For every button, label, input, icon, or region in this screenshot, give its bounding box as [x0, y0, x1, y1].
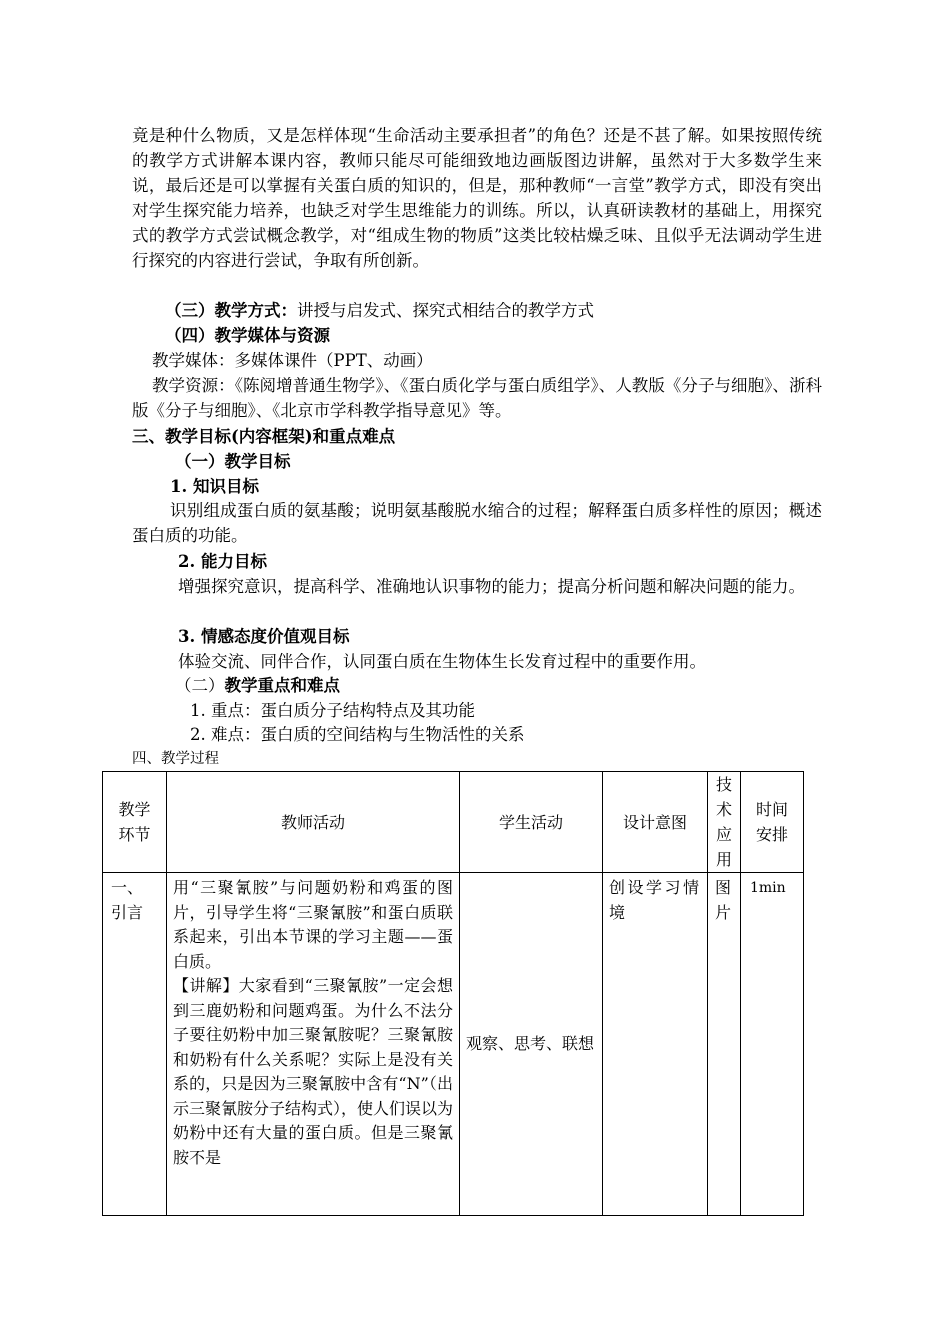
difficult-point: 2. 难点：蛋白质的空间结构与生物活性的关系 — [190, 725, 525, 744]
row1-teacher-explain: 【讲解】大家看到“三聚氰胺”一定会想到三鹿奶粉和问题鸡蛋。为什么不法分子要往奶粉中加三聚氰胺呢？三聚氰胺和奶粉有什么关系呢？实际上是没有关系的，只是因为三聚氰胺中含有“N”（出示三聚氰胺分子结构式），使人们误以为奶粉中还有大量的蛋白质。但是三聚氰胺不是 — [173, 976, 454, 1167]
teaching-method-heading: （三）教学方式： — [165, 301, 297, 320]
table-header-row — [103, 772, 804, 873]
table-row — [103, 873, 804, 1216]
key-heading-line — [175, 673, 340, 698]
ability-text: 增强探究意识，提高科学、准确地认识事物的能力；提高分析问题和解决问题的能力。 — [178, 577, 805, 596]
row1-time: 1min — [741, 873, 804, 1216]
emotion-text: 体验交流、同伴合作，认同蛋白质在生物体生长发育过程中的重要作用。 — [178, 652, 706, 671]
row1-teacher-intro: 用“三聚氰胺”与问题奶粉和鸡蛋的图片，引导学生将“三聚氰胺”和蛋白质联系起来，引出本节课的学习主题——蛋白质。 — [173, 878, 453, 971]
header-student: 学生活动 — [460, 772, 603, 873]
header-stage: 教学环节 — [103, 772, 167, 873]
row1-student: 观察、思考、联想 — [460, 873, 603, 1216]
header-design: 设计意图 — [603, 772, 708, 873]
emotion-heading: 3. 情感态度价值观目标 — [178, 627, 350, 646]
teaching-method-line — [165, 298, 594, 323]
row1-design: 创设学习情境 — [603, 873, 708, 1216]
knowledge-text: 识别组成蛋白质的氨基酸；说明氨基酸脱水缩合的过程；解释蛋白质多样性的原因；概述蛋白质的功能。 — [132, 501, 822, 545]
header-teacher: 教师活动 — [167, 772, 460, 873]
media-heading: （四）教学媒体与资源 — [165, 326, 330, 345]
intro-paragraph: 竟是种什么物质，又是怎样体现“生命活动主要承担者”的角色？还是不甚了解。如果按照传统的教学方式讲解本课内容，教师只能尽可能细致地边画版图边讲解，虽然对于大多数学生来说，最后还是可以掌握有关蛋白质的知识的，但是，那种教师“一言堂”教学方式，即没有突出对学生探究能力培养，也缺乏对学生思维能力的训练。所以，认真研读教材的基础上，用探究式的教学方式尝试概念教学，对“组成生物的物质”这类比较枯燥乏味、且似乎无法调动学生进行探究的内容进行尝试，争取有所创新。 — [132, 126, 822, 270]
header-time: 时间安排 — [741, 772, 804, 873]
row1-teacher — [167, 873, 460, 1216]
key-heading: 教学重点和难点 — [224, 676, 340, 695]
knowledge-heading: 1. 知识目标 — [170, 477, 259, 496]
row1-stage: 一、引言 — [103, 873, 167, 1216]
key-point: 1. 重点：蛋白质分子结构特点及其功能 — [190, 701, 475, 720]
section4-heading: 四、教学过程 — [132, 751, 219, 767]
section3-heading: 三、教学目标(内容框架)和重点难点 — [132, 427, 396, 446]
ability-heading: 2. 能力目标 — [178, 552, 267, 571]
resources-paragraph: 教学资源：《陈阅增普通生物学》、《蛋白质化学与蛋白质组学》、人教版《分子与细胞》、浙科版《分子与细胞》、《北京市学科教学指导意见》等。 — [132, 376, 822, 420]
row1-tech: 图片 — [708, 873, 741, 1216]
teaching-process-table — [102, 771, 804, 1216]
header-tech: 技术应用 — [708, 772, 741, 873]
goals-heading: （一）教学目标 — [175, 452, 291, 471]
teaching-method-text: 讲授与启发式、探究式相结合的教学方式 — [297, 301, 594, 320]
key-heading-prefix: （二） — [175, 676, 225, 695]
media-line: 教学媒体：多媒体课件（PPT、动画） — [152, 351, 433, 370]
